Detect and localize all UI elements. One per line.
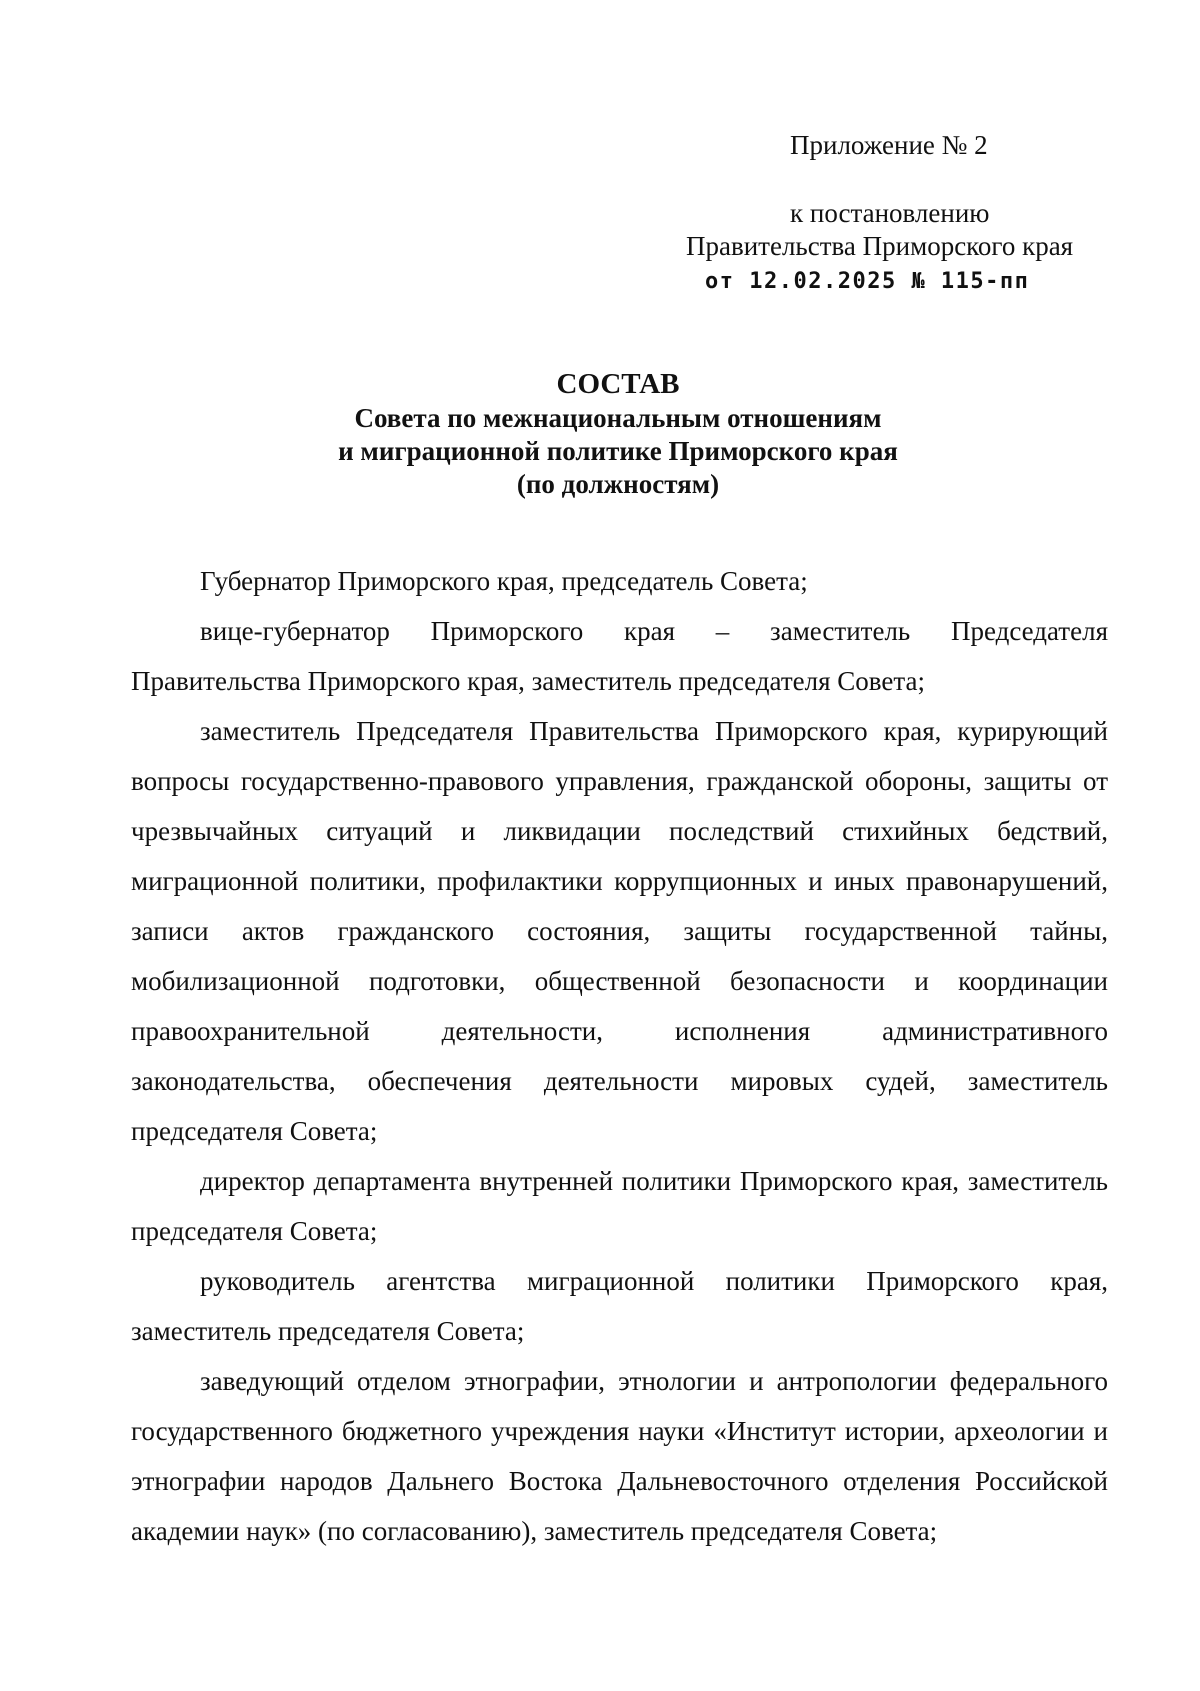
decree-date-number-stamp: от 12.02.2025 № 115-пп [705, 269, 1030, 294]
title-line-2: и миграционной политике Приморского края [338, 436, 898, 466]
member-paragraph: Губернатор Приморского края, председатель Совета; [200, 566, 808, 596]
title-line-1: Совета по межнациональным отношениям [354, 403, 882, 433]
decree-reference: к постановлению [790, 198, 990, 228]
appendix-number: Приложение № 2 [790, 130, 988, 160]
member-paragraph: заведующий отделом этнографии, этнологии и антропологии федерального государственного бюджетного учреждения науки «Институт истории, археологии и этнографии народов Дальнего Востока Дальневосточного отделения Российской академии наук» (по согласованию), заместитель председателя Совета; [131, 1366, 1108, 1546]
members-list [131, 556, 1108, 1556]
member-paragraph: заместитель Председателя Правительства Приморского края, курирующий вопросы государственно-правового управления, гражданской обороны, защиты от чрезвычайных ситуаций и ликвидации последствий стихийных бедствий, миграционной политики, профилактики коррупционных и иных правонарушений, записи актов гражданского состояния, защиты государственной тайны, мобилизационной подготовки, общественной безопасности и координации правоохранительной деятельности, исполнения административного законодательства, обеспечения деятельности мировых судей, заместитель председателя Совета; [131, 716, 1108, 1146]
member-paragraph: руководитель агентства миграционной политики Приморского края, заместитель председателя Совета; [131, 1266, 1108, 1346]
document-title [0, 366, 1200, 501]
title-line-3: (по должностям) [516, 469, 720, 499]
government-name: Правительства Приморского края [686, 231, 1074, 261]
title-main: СОСТАВ [556, 368, 680, 400]
member-paragraph: вице-губернатор Приморского края – заместитель Председателя Правительства Приморского края, заместитель председателя Совета; [131, 616, 1108, 696]
member-paragraph: директор департамента внутренней политики Приморского края, заместитель председателя Совета; [131, 1166, 1108, 1246]
